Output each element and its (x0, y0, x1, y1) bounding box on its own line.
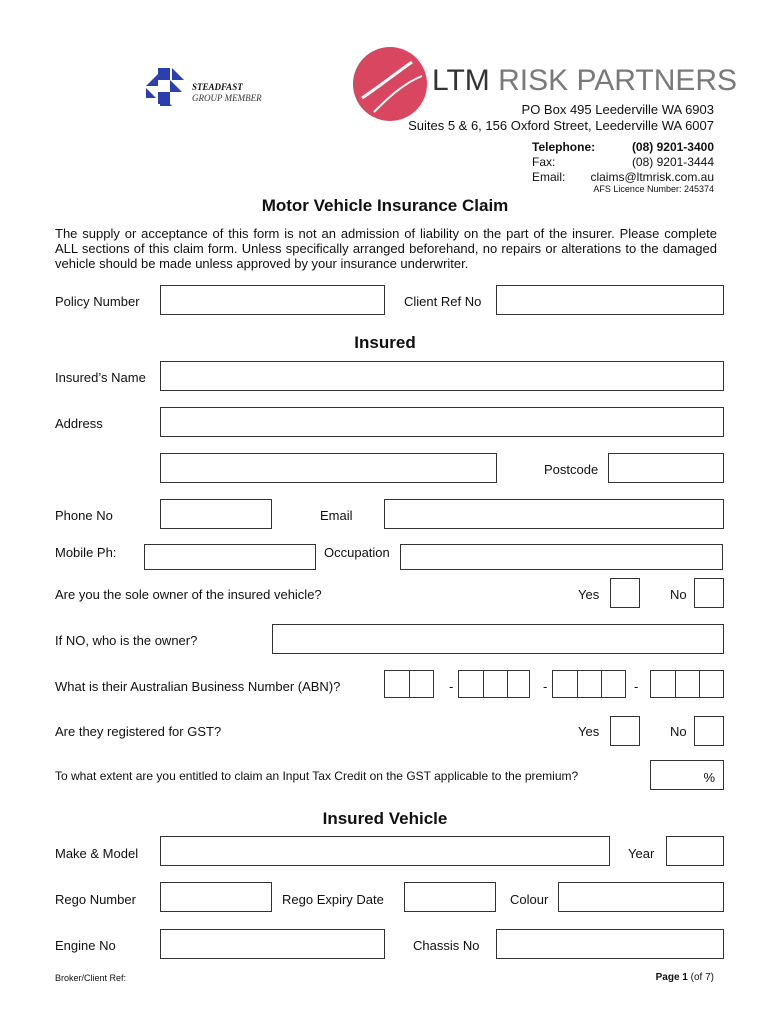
client-ref-field[interactable] (496, 285, 724, 315)
policy-number-field[interactable] (160, 285, 385, 315)
rego-number-label: Rego Number (55, 892, 136, 907)
vehicle-heading: Insured Vehicle (322, 809, 448, 828)
fax-label: Fax: (532, 155, 556, 169)
insured-heading: Insured (354, 333, 416, 352)
email-field[interactable] (384, 499, 724, 529)
rego-expiry-field[interactable] (404, 882, 496, 912)
address-field-1[interactable] (160, 407, 724, 437)
email-label: Email: (532, 170, 566, 184)
rego-number-field[interactable] (160, 882, 272, 912)
abn-group-3[interactable] (552, 670, 626, 698)
address-line1: PO Box 495 Leederville WA 6903 (521, 102, 714, 117)
gst-no-checkbox[interactable] (694, 716, 724, 746)
abn-digit-divider (577, 671, 578, 697)
occupation-field[interactable] (400, 544, 723, 570)
insured-name-label: Insured’s Name (55, 370, 146, 385)
phone-field[interactable] (160, 499, 272, 529)
postcode-label: Postcode (544, 462, 599, 477)
steadfast-line1: STEADFAST (192, 82, 243, 92)
mobile-field[interactable] (144, 544, 316, 570)
page-number-bold: Page 1 (655, 972, 688, 983)
phone-label: Phone No (55, 508, 113, 523)
chassis-label: Chassis No (413, 938, 480, 953)
colour-label: Colour (510, 892, 549, 907)
brand-rest: RISK PARTNERS (498, 64, 738, 97)
sole-owner-question: Are you the sole owner of the insured vehicle? (55, 587, 322, 602)
abn-separator-3: - (634, 679, 639, 694)
afs-licence: AFS Licence Number: 245374 (593, 184, 714, 194)
insured-name-field[interactable] (160, 361, 724, 391)
brand-ltm: LTM (432, 64, 490, 97)
abn-digit-divider (409, 671, 410, 697)
gst-yes-checkbox[interactable] (610, 716, 640, 746)
abn-separator-2: - (543, 679, 548, 694)
year-label: Year (628, 846, 655, 861)
abn-digit-divider (675, 671, 676, 697)
mobile-label: Mobile Ph: (55, 545, 117, 560)
gst-question: Are they registered for GST? (55, 724, 222, 739)
sole-owner-yes-checkbox[interactable] (610, 578, 640, 608)
itc-question: To what extent are you entitled to claim an Input Tax Credit on the GST applicable to the premium? (55, 769, 579, 783)
telephone-value: (08) 9201-3400 (631, 140, 714, 154)
page-number-rest: (of 7) (687, 972, 714, 983)
abn-separator-1: - (449, 679, 454, 694)
engine-label: Engine No (55, 938, 116, 953)
telephone-label: Telephone: (532, 140, 596, 154)
abn-digit-divider (699, 671, 700, 697)
steadfast-line2: GROUP MEMBER (192, 93, 262, 103)
gst-yes-label: Yes (578, 724, 600, 739)
colour-field[interactable] (558, 882, 724, 912)
make-model-field[interactable] (160, 836, 610, 866)
sole-owner-no-checkbox[interactable] (694, 578, 724, 608)
abn-group-4[interactable] (650, 670, 724, 698)
itc-percent-field[interactable] (650, 760, 724, 790)
abn-group-2[interactable] (458, 670, 530, 698)
policy-number-label: Policy Number (55, 294, 140, 309)
percent-symbol: % (703, 770, 715, 785)
abn-digit-divider (601, 671, 602, 697)
chassis-field[interactable] (496, 929, 724, 959)
address-line2: Suites 5 & 6, 156 Oxford Street, Leederville WA 6007 (408, 118, 714, 133)
steadfast-logo (144, 64, 192, 110)
postcode-field[interactable] (608, 453, 724, 483)
intro-paragraph: The supply or acceptance of this form is not an admission of liability on the part of the insurer. Please complete ALL sections of this claim form. Unless specifically arranged beforehand, no repairs or alterations to the damaged vehicle should be made unless approved by your insurance underwriter. (55, 226, 717, 271)
make-model-label: Make & Model (55, 846, 139, 861)
abn-question: What is their Australian Business Number (ABN)? (55, 679, 341, 694)
address-label: Address (55, 416, 103, 431)
year-field[interactable] (666, 836, 724, 866)
occupation-label: Occupation (324, 545, 390, 560)
owner-question: If NO, who is the owner? (55, 633, 198, 648)
abn-digit-divider (507, 671, 508, 697)
email-value: claims@ltmrisk.com.au (590, 170, 714, 184)
engine-field[interactable] (160, 929, 385, 959)
ltm-logo-circle (352, 46, 428, 122)
email-field-label: Email (320, 508, 353, 523)
address-field-2[interactable] (160, 453, 497, 483)
client-ref-label: Client Ref No (404, 294, 482, 309)
broker-client-ref: Broker/Client Ref: (55, 973, 127, 983)
brand-name (432, 64, 737, 98)
sole-owner-yes-label: Yes (578, 587, 600, 602)
page-number (656, 972, 714, 983)
gst-no-label: No (670, 724, 687, 739)
fax-value: (08) 9201-3444 (631, 155, 714, 169)
rego-expiry-label: Rego Expiry Date (282, 892, 384, 907)
owner-field[interactable] (272, 624, 724, 654)
sole-owner-no-label: No (670, 587, 687, 602)
form-title: Motor Vehicle Insurance Claim (261, 196, 509, 215)
abn-digit-divider (483, 671, 484, 697)
abn-group-1[interactable] (384, 670, 434, 698)
